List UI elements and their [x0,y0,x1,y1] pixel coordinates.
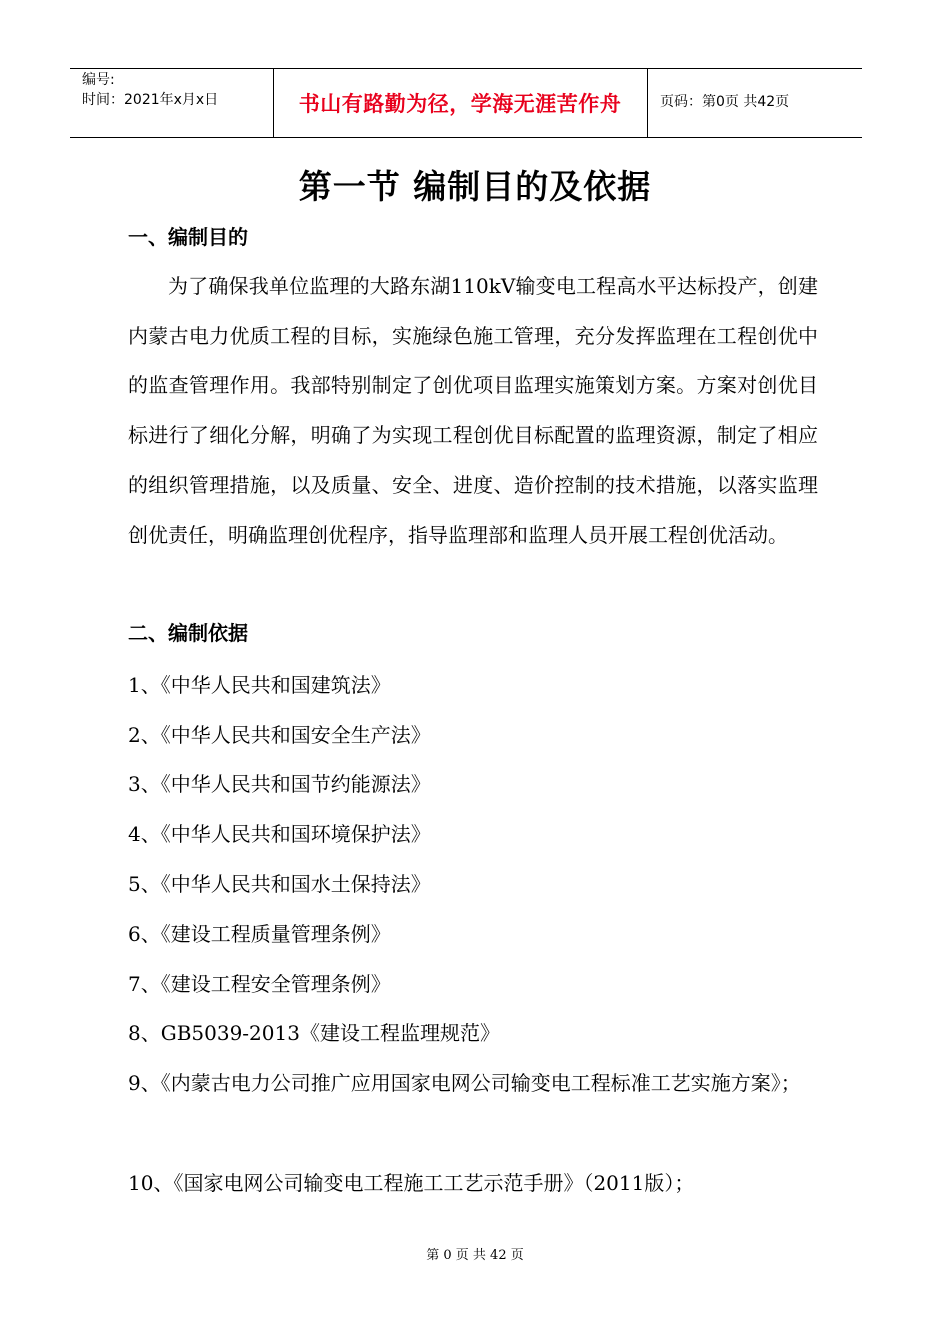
document-number-label: 编号: [82,72,115,88]
basis-item: 6、《建设工程质量管理条例》 [128,922,391,946]
header-page-info: 页码：第0页 共42页 [660,94,790,110]
header-page-cell [648,69,862,137]
page-footer: 第 0 页 共 42 页 [426,1248,524,1263]
basis-item: 2、《中华人民共和国安全生产法》 [128,723,431,747]
basis-item: 10、《国家电网公司输变电工程施工工艺示范手册》（2011版）； [128,1171,695,1195]
basis-item: 8、GB5039-2013《建设工程监理规范》 [128,1021,500,1045]
header-meta-cell [70,69,274,137]
document-time-label: 时间：2021年x月x日 [82,92,219,108]
basis-item: 9、《内蒙古电力公司推广应用国家电网公司输变电工程标准工艺实施方案》； [128,1071,801,1095]
section-heading-purpose: 一、编制目的 [128,225,248,249]
basis-item: 1、《中华人民共和国建筑法》 [128,673,391,697]
document-header [70,68,862,138]
purpose-paragraph: 为了确保我单位监理的大路东湖110kV输变电工程高水平达标投产，创建内蒙古电力优质工程的目标，实施绿色施工管理，充分发挥监理在工程创优中的监查管理作用。我部特别制定了创优项目监理实施策划方案。方案对创优目标进行了细化分解，明确了为实现工程创优目标配置的监理资源，制定了相应的组织管理措施，以及质量、安全、进度、造价控制的技术措施，以落实监理创优责任，明确监理创优程序，指导监理部和监理人员开展工程创优活动。 [128,274,818,547]
basis-item: 4、《中华人民共和国环境保护法》 [128,822,431,846]
basis-item: 3、《中华人民共和国节约能源法》 [128,772,431,796]
header-motto-cell [273,69,648,137]
basis-item: 5、《中华人民共和国水土保持法》 [128,872,431,896]
basis-item: 7、《建设工程安全管理条例》 [128,972,391,996]
section-heading-basis: 二、编制依据 [128,621,248,645]
header-motto: 书山有路勤为径，学海无涯苦作舟 [298,92,622,116]
page-title: 第一节 编制目的及依据 [298,167,652,206]
